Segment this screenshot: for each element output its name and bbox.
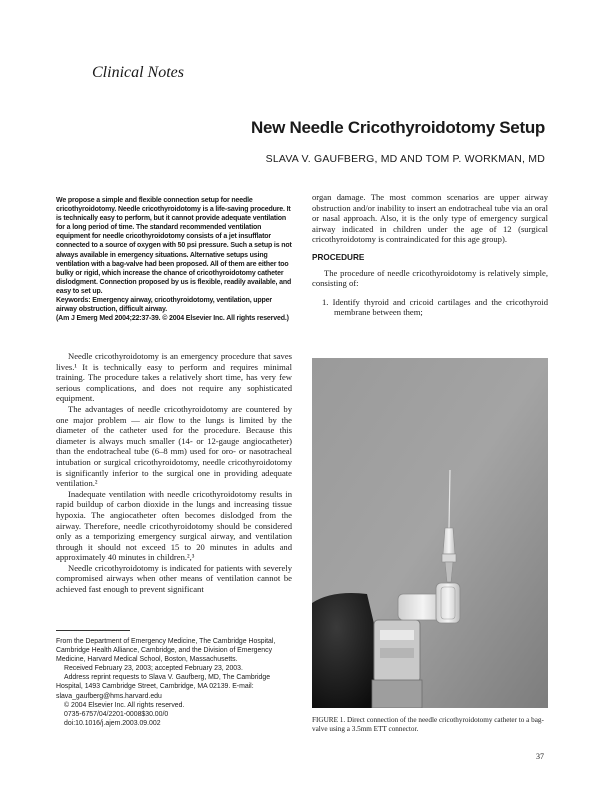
footnote	[56, 637, 292, 728]
issn: 0735-6757/04/2201-0008$30.00/0	[64, 710, 169, 718]
body-paragraph: Needle cricothyroidotomy is an emergency procedure that saves lives.¹ It is technically easy to perform and requires minimal training. The procedure takes a relatively short time, has very few serious complications, and does not require any sophisticated equipment.	[56, 351, 292, 404]
footnote-divider	[56, 630, 130, 631]
body-paragraph: organ damage. The most common scenarios are upper airway obstruction and/or inability to insert an endotracheal tube via an oral or nasal approach. Also, it is the only type of emergency surgical airway indicated in children under the age of 12 (surgical cricothyroidotomy is contraindicated for this age group).	[312, 192, 548, 245]
procedure-step: 1. Identify thyroid and cricoid cartilages and the cricothyroid membrane between them;	[322, 296, 548, 318]
doi: doi:10.1016/j.ajem.2003.09.002	[64, 719, 161, 727]
reprint-address: Address reprint requests to Slava V. Gaufberg, MD, The Cambridge Hospital, 1493 Cambridge Street, Cambridge, MA 02139. E-mail: slava_gaufberg@hms.harvard.edu	[56, 674, 271, 700]
received-date: Received February 23, 2003; accepted February 23, 2003.	[64, 665, 243, 673]
abstract-text: We propose a simple and flexible connection setup for needle cricothyroidotomy. Needle cricothyroidotomy is a life-saving procedure. It is technically easy to perform, but it cannot provide adequate ventilation for a long period of time. The standard recommended ventilation equipment for needle cricothyroidotomy consists of a jet insufflator connected to a source of oxygen with 50 psi pressure. Such a setup is not always available in emergency situations. Alternative setups using ventilation with a bag-valve had been proposed. All of them are either too bulky or rigid, which increase the chance of cricothyroidotomy catheter dislodgment. Connection proposed by us is flexible, readily available, and easy to set up.	[56, 197, 292, 295]
body-paragraph: The advantages of needle cricothyroidotomy are countered by one major problem — air flow to the lungs is limited by the diameter of the catheter used for the procedure. Because this diameter is always much smaller (14- or 12-gauge angiocatheter) than the endotracheal tube (6–8 mm) used for oro- or nasotracheal intubation or surgical cricothyroidotomy, needle cricothyroidotomy is significantly inferior to the surgical one in providing adequate ventilation.²	[56, 403, 292, 489]
copyright: © 2004 Elsevier Inc. All rights reserved.	[64, 701, 185, 709]
figure-caption: FIGURE 1. Direct connection of the needle cricothyroidotomy catheter to a bag-valve using a 3.5mm ETT connector.	[312, 716, 544, 734]
photo-illustration	[312, 358, 548, 708]
procedure-intro: The procedure of needle cricothyroidotomy is relatively simple, consisting of:	[312, 267, 548, 289]
body-paragraph: Inadequate ventilation with needle cricothyroidotomy results in rapid buildup of carbon dioxide in the lungs and increasing tissue hypoxia. The angiocatheter often becomes dislodged from the airway. Therefore, needle cricothyroidotomy should be considered only as a temporizing emergency surgical airway, and ventilation through it should not exceed 15 to 20 minutes in adults and approximately 40 minutes in children.²,³	[56, 488, 292, 563]
procedure-heading: PROCEDURE	[312, 252, 365, 262]
body-paragraph: Needle cricothyroidotomy is indicated for patients with severely compromised airways when other means of ventilation cannot be achieved fast enough to prevent significant	[56, 562, 292, 595]
abstract	[56, 196, 292, 323]
left-column-body	[56, 351, 292, 595]
figure-photo	[312, 358, 548, 708]
page-number: 37	[536, 752, 544, 761]
citation: (Am J Emerg Med 2004;22:37-39. © 2004 Elsevier Inc. All rights reserved.)	[56, 315, 289, 323]
article-title: New Needle Cricothyroidotomy Setup	[251, 118, 545, 137]
right-column-body	[312, 192, 548, 318]
section-label: Clinical Notes	[92, 64, 184, 81]
authors: SLAVA V. GAUFBERG, MD AND TOM P. WORKMAN, MD	[265, 153, 545, 165]
keywords: Keywords: Emergency airway, cricothyroidotomy, ventilation, upper airway obstruction, difficult airway.	[56, 297, 272, 314]
affiliation: From the Department of Emergency Medicine, The Cambridge Hospital, Cambridge Health Alliance, Cambridge, and the Division of Emergency Medicine, Harvard Medical School, Boston, Massachusetts.	[56, 638, 276, 664]
